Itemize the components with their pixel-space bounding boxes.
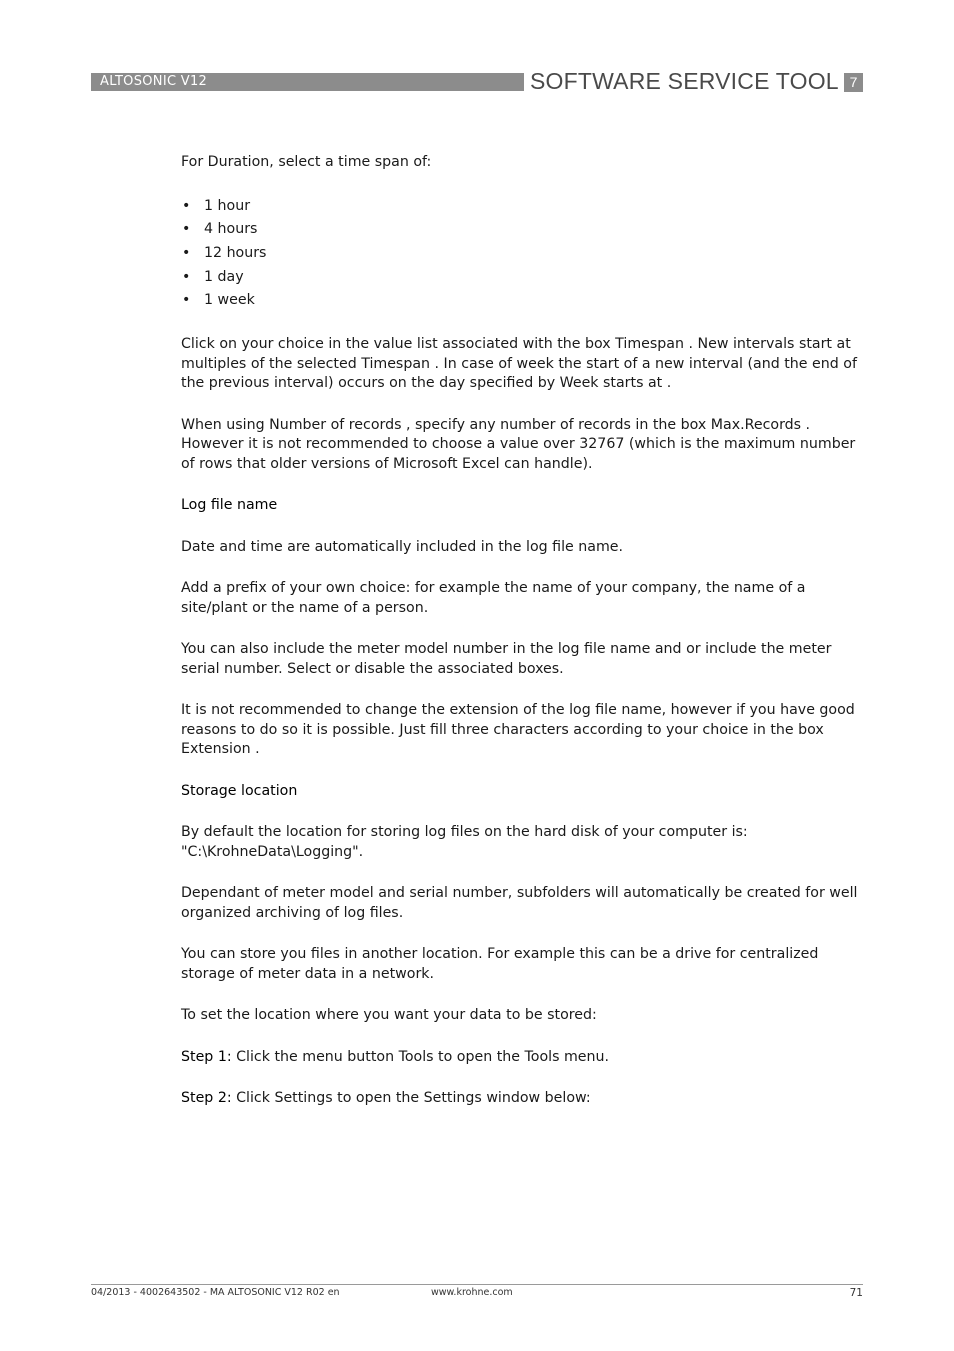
step-1 <box>181 1048 861 1068</box>
footer-divider <box>91 1284 863 1285</box>
list-item: • 1 day <box>181 266 861 290</box>
list-item: • 4 hours <box>181 218 861 242</box>
list-item: • 1 week <box>181 289 861 313</box>
bullet-icon: • <box>182 244 191 261</box>
step-1-label: Step 1: <box>181 1048 232 1065</box>
bullet-icon: • <box>182 292 191 309</box>
footer-document-info: 04/2013 - 4002643502 - MA ALTOSONIC V12 R02 en <box>91 1287 340 1298</box>
step-1-text: Click the menu button Tools to open the Tools menu. <box>231 1048 610 1065</box>
list-item: • 12 hours <box>181 242 861 266</box>
step-2-text: Click Settings to open the Settings window below: <box>231 1090 591 1107</box>
page-number: 71 <box>849 1287 863 1299</box>
step-2-label: Step 2: <box>181 1090 232 1107</box>
records-paragraph: When using Number of records , specify any number of records in the box Max.Records . However it is not recommended to choose a value over 32767 (which is the maximum number of rows that older versions of Microsoft Excel can handle). <box>181 416 856 472</box>
storage-location-heading: Storage location <box>181 782 298 799</box>
log-file-paragraph-4: It is not recommended to change the extension of the log file name, however if you have good reasons to do so it is possible. Just fill three characters according to your choice in the box Extension . <box>181 702 855 758</box>
bullet-icon: • <box>182 197 191 214</box>
duration-intro: For Duration, select a time span of: <box>181 154 432 170</box>
storage-paragraph-2: Dependant of meter model and serial number, subfolders will automatically be created for well organized archiving of log files. <box>181 885 858 921</box>
storage-paragraph-3: You can store you files in another location. For example this can be a drive for centralized storage of meter data in a network. <box>181 946 819 982</box>
main-content <box>181 153 861 1131</box>
footer-website: www.krohne.com <box>431 1287 513 1298</box>
bullet-icon: • <box>182 268 191 285</box>
header-product-name: ALTOSONIC V12 <box>100 74 208 89</box>
list-item: • 1 hour <box>181 195 861 219</box>
step-2 <box>181 1089 861 1109</box>
log-file-paragraph-2: Add a prefix of your own choice: for example the name of your company, the name of a site/plant or the name of a person. <box>181 580 806 616</box>
bullet-icon: • <box>182 221 191 238</box>
storage-paragraph-4: To set the location where you want your data to be stored: <box>181 1007 597 1024</box>
chapter-number-badge: 7 <box>844 73 863 92</box>
duration-options-list <box>181 195 861 314</box>
storage-paragraph-1: By default the location for storing log files on the hard disk of your computer is: "C:\KrohneData\Logging". <box>181 824 748 860</box>
log-file-paragraph-3: You can also include the meter model number in the log file name and or include the meter serial number. Select or disable the associated boxes. <box>181 641 832 677</box>
log-file-name-heading: Log file name <box>181 497 278 514</box>
log-file-paragraph-1: Date and time are automatically included in the log file name. <box>181 538 624 555</box>
timespan-paragraph: Click on your choice in the value list associated with the box Timespan . New intervals start at multiples of the selected Timespan . In case of week the start of a new interval (and the end of the previous interval) occurs on the day specified by Week starts at . <box>181 336 857 392</box>
page-title: SOFTWARE SERVICE TOOL <box>530 68 839 94</box>
